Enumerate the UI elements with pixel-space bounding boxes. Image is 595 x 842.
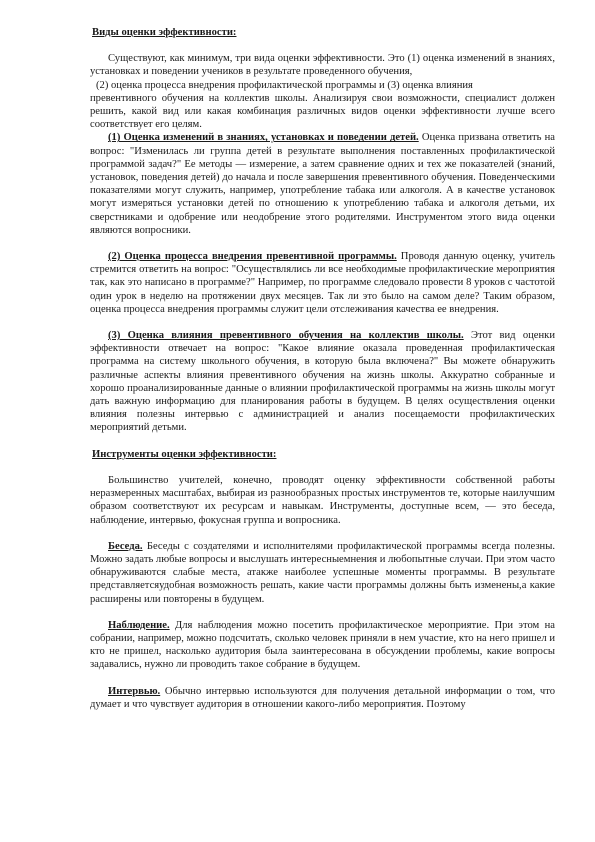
intro-paragraph-2: (2) оценка процесса внедрения профилактической программы и (3) оценка влияния bbox=[96, 79, 473, 91]
tool-interview-paragraph bbox=[90, 685, 555, 711]
tool-observation-paragraph bbox=[90, 619, 555, 672]
section-2-paragraph bbox=[90, 250, 555, 316]
section-1-title: (1) Оценка изменений в знаниях, установках и поведении детей. bbox=[108, 132, 419, 144]
section-3-text: Этот вид оценки эффективности отвечает на вопрос: "Какое влияние оказала проведенная профилактическая программа на систему школьного обучения, в которую была включена?" Вы можете обнаружить различные аспекты влияния превентивного обучения на жизнь школы. Аккуратно собранные и хорошо проанализированные данные о влиянии профилактической программы на жизнь школы могут дать важную информацию для планирования работы в будущем. В целях осуществления оценки влияния полезны интервью с администрацией и анализ посещаемости профилактических мероприятий детьми. bbox=[90, 330, 555, 434]
tool-interview-title: Интервью. bbox=[108, 685, 161, 697]
intro-paragraph-3: превентивного обучения на коллектив школы. Анализируя свои возможности, специалист должен решить, какой вид или какая комбинация различных видов оценки эффективности лучше всего соответствует его целям. bbox=[90, 92, 555, 131]
section-2-title: (2) Оценка процесса внедрения превентивной программы. bbox=[108, 251, 397, 263]
page-title: Виды оценки эффективности: bbox=[92, 27, 237, 38]
section-1-text: Оценка призвана ответить на вопрос: "Изменилась ли группа детей в результате выполнения поставленных профилактической программой задач?" Ее методы — измерение, а затем сравнение одних и тех же показателей (знаний, установок, поведения детей) до начала и после завершения превентивного обучения. Поведенческими показателями могут служить, например, употребление табака или алкоголя. А в качестве установок могут измеряться установки детей по отношению к употреблению табака и алкоголя детьми, их сверстниками и одобрение или неодобрение этого родителями. Инструментом этого вида оценки являются вопросники. bbox=[90, 132, 555, 236]
section-1-paragraph bbox=[90, 131, 555, 237]
tool-observation-text: Для наблюдения можно посетить профилактическое мероприятие. При этом на собрании, например, можно подсчитать, сколько человек приняли в нем участие, кто на него пришел и кто не пришел, насколько аудитория была заинтересована в обсуждении проблемы, какие вопросы задавались, нужно ли проводить такое собрание в будущем. bbox=[90, 619, 555, 671]
tools-intro-paragraph: Большинство учителей, конечно, проводят оценку эффективности собственной работы неразмеренных масштабах, выбирая из разнообразных простых инструментов те, которые наилучшим образом соответствуют их ресурсам и навыкам. Инструменты, доступные всем, — это беседа, наблюдение, интервью, фокусная группа и вопросника. bbox=[90, 474, 555, 526]
tool-conversation-paragraph bbox=[90, 540, 555, 606]
section-3-title: (3) Оценка влияния превентивного обучения на коллектив школы. bbox=[108, 330, 464, 342]
section-3-paragraph bbox=[90, 329, 555, 435]
section-2-text: Проводя данную оценку, учитель стремится ответить на вопрос: "Осуществлялись ли все необходимые профилактические мероприятия так, как это написано в программе?" Например, по программе следовало провести 8 уроков с частотой один урок в неделю на протяжении двух месяцев. Так ли это было на самом деле? Таким образом, оценка процесса внедрения программы служит цели отслеживания качества ее внедрения. bbox=[90, 251, 555, 315]
tool-conversation-text: Беседы с создателями и исполнителями профилактической программы всегда полезны. Можно задать любые вопросы и выслушать интересныемнения и любопытные случаи. При этом часто обнаруживаются слабые места, атакже наиболее успешные моменты программы. В результате представляетсяудобная возможность решать, какие части программы должны быть изменены,а какие расширены или повторены в будущем. bbox=[90, 540, 556, 605]
tool-conversation-title: Беседа. bbox=[108, 540, 143, 552]
tool-interview-text: Обычно интервью используются для получения детальной информации о том, что думает и что чувствует аудитория в отношении какого-либо мероприятия. Поэтому bbox=[90, 685, 555, 710]
tool-observation-title: Наблюдение. bbox=[108, 619, 170, 631]
tools-title: Инструменты оценки эффективности: bbox=[92, 448, 277, 460]
intro-paragraph: Существуют, как минимум, три вида оценки эффективности. Это (1) оценка изменений в знаниях, установках и поведении учеников в результате проведенного обучения, bbox=[90, 53, 555, 78]
